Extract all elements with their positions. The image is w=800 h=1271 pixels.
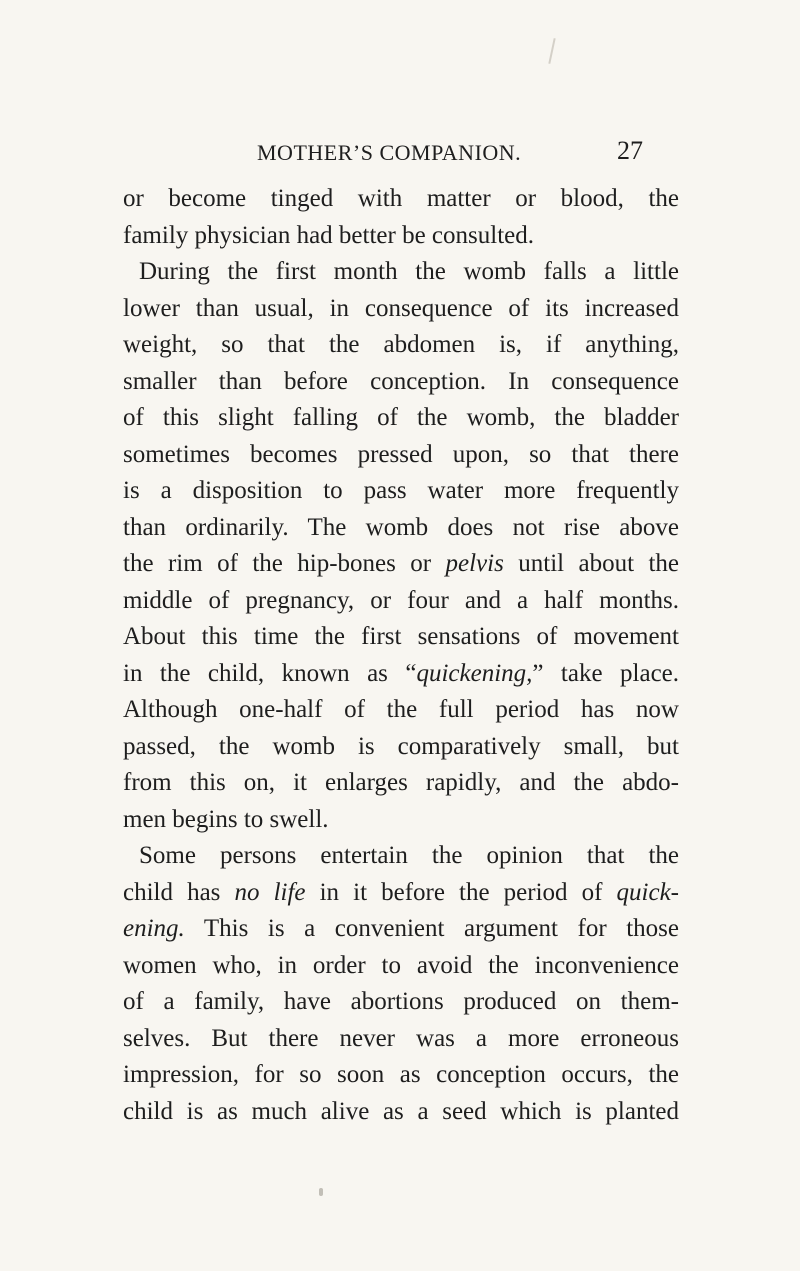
paper-speck — [548, 38, 555, 64]
text-line: or become tinged with matter or blood, the — [123, 185, 679, 212]
running-head — [0, 136, 800, 168]
running-title: MOTHER’S COMPANION. — [257, 140, 522, 165]
text-line: smaller than before conception. In consequence — [123, 367, 679, 395]
text-line: in the child, known as “quickening,” take place. — [123, 659, 680, 687]
paragraph-start-line: Some persons entertain the opinion that the — [139, 842, 679, 869]
paragraph-start-line: During the first month the womb falls a little — [139, 258, 679, 285]
text-line: men begins to swell. — [123, 805, 329, 833]
text-line: family physician had better be consulted. — [123, 221, 534, 249]
body-text — [123, 181, 679, 1130]
text-line: lower than usual, in consequence of its increased — [123, 294, 679, 322]
text-line: than ordinarily. The womb does not rise above — [123, 513, 679, 541]
italic-term: ening. — [123, 915, 185, 942]
text-line: middle of pregnancy, or four and a half months. — [123, 586, 679, 614]
text-line: Although one-half of the full period has now — [123, 696, 679, 723]
italic-term: no life — [234, 878, 306, 906]
text-line: the rim of the hip-bones or pelvis until about the — [123, 550, 679, 577]
text-line: About this time the first sensations of movement — [123, 623, 679, 650]
text-line: sometimes becomes pressed upon, so that there — [123, 440, 679, 468]
text-line: from this on, it enlarges rapidly, and the abdo- — [123, 769, 679, 796]
text-line: selves. But there never was a more erroneous — [123, 1024, 679, 1052]
italic-term: quick- — [616, 878, 679, 906]
text-line: of a family, have abortions produced on them- — [123, 988, 679, 1015]
text-line: passed, the womb is comparatively small, but — [123, 732, 679, 760]
text-line: child is as much alive as a seed which is planted — [123, 1097, 679, 1125]
text-line: is a disposition to pass water more frequently — [123, 477, 679, 504]
text-line: women who, in order to avoid the inconvenience — [123, 951, 679, 979]
text-line: weight, so that the abdomen is, if anything, — [123, 331, 679, 358]
text-line: of this slight falling of the womb, the bladder — [123, 404, 679, 431]
text-line: impression, for so soon as conception occurs, the — [123, 1061, 679, 1088]
page-number: 27 — [617, 136, 643, 165]
italic-term: pelvis — [445, 550, 504, 577]
italic-term: quickening, — [416, 659, 533, 687]
text-line: child has no life in it before the period of quick- — [123, 878, 679, 906]
text-line: ening. This is a convenient argument for those — [123, 915, 679, 942]
paper-speck — [319, 1188, 323, 1196]
